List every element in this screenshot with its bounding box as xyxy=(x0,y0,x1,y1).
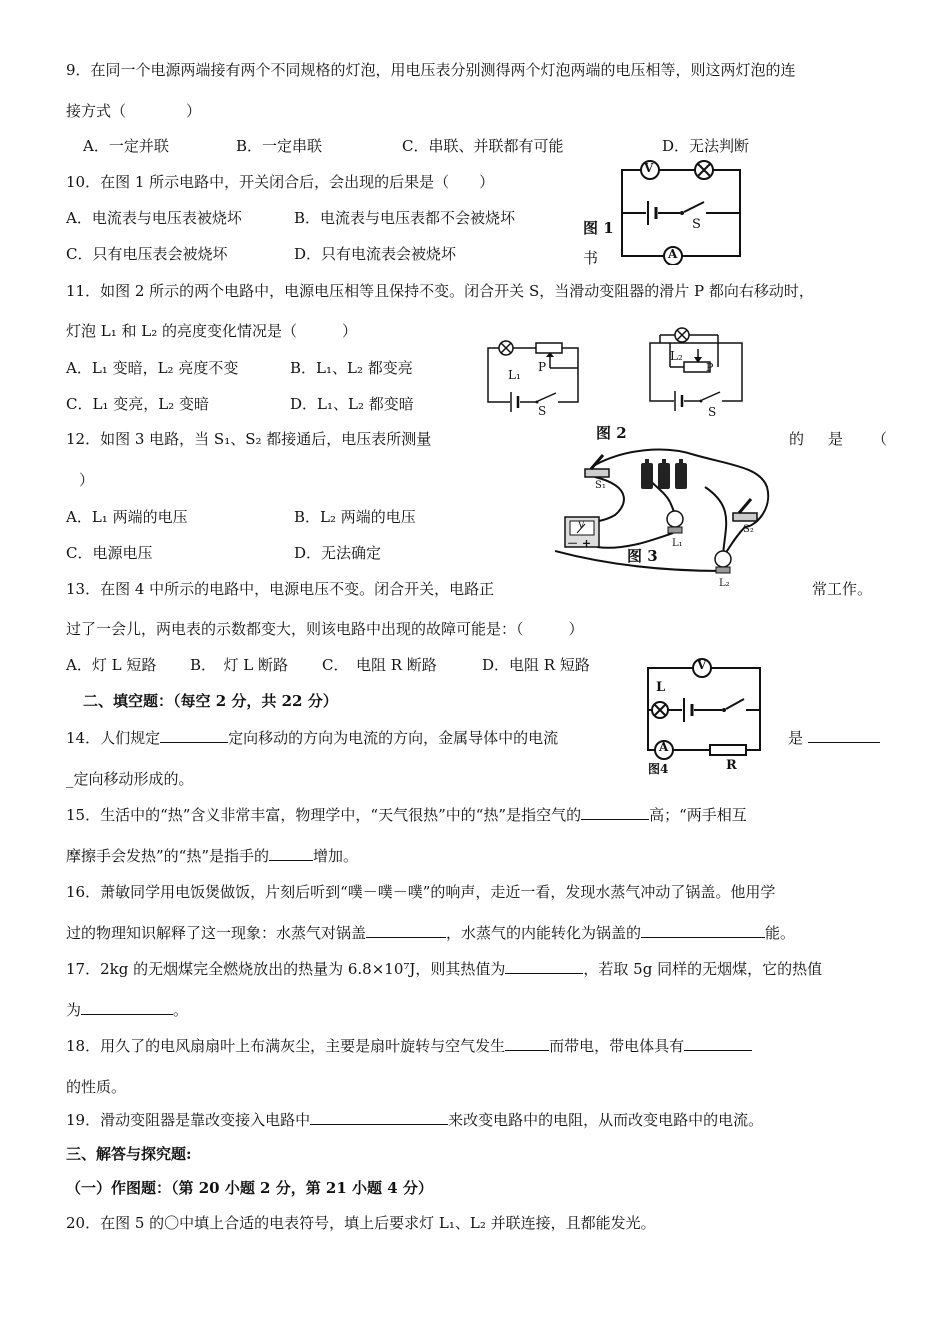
q14-blank-1[interactable] xyxy=(160,728,228,743)
q16-blank-2[interactable] xyxy=(641,923,765,938)
q12-option-c: C．电源电压 xyxy=(66,544,153,562)
q9-line1: 9．在同一个电源两端接有两个不同规格的灯泡，用电压表分别测得两个灯泡两端的电压相等，则这两灯泡的连 xyxy=(66,61,796,79)
q18-blank-1[interactable] xyxy=(505,1036,549,1051)
q17-blank-1[interactable] xyxy=(505,959,583,974)
q17-text-d: 。 xyxy=(173,1001,189,1019)
figure-3-l2-label: L₂ xyxy=(719,578,730,589)
q10-option-a: A．电流表与电压表被烧坏 xyxy=(66,209,242,227)
q13-option-a: A．灯 L 短路 xyxy=(66,656,157,674)
q15-blank-1[interactable] xyxy=(581,805,649,820)
q13-line2: 过了一会儿，两电表的示数都变大，则该电路中出现的故障可能是：（ ） xyxy=(66,620,584,638)
q19-blank-1[interactable] xyxy=(310,1110,448,1125)
figure-3-s1-label: S₁ xyxy=(595,480,606,491)
q12-line1: 12．如图 3 电路，当 S₁、S₂ 都接通后，电压表所测量 xyxy=(66,430,432,448)
figure-4-ammeter-label: A xyxy=(659,740,669,754)
figure-4-l-label: L xyxy=(656,680,666,695)
q16-text-a: 过的物理知识解释了这一现象：水蒸气对锅盖 xyxy=(66,924,367,942)
q13-option-c: C． 电阻 R 断路 xyxy=(322,656,437,674)
q13-option-b: B． 灯 L 断路 xyxy=(190,656,289,674)
q11-line1: 11．如图 2 所示的两个电路中，电源电压相等且保持不变。闭合开关 S，当滑动变阻器的滑片 P 都向右移动时， xyxy=(66,282,814,300)
figure-1-circuit xyxy=(618,155,744,265)
q15-text-b: 高；“两手相互 xyxy=(649,806,747,824)
q17-text-a: 17．2kg 的无烟煤完全燃烧放出的热量为 6.8×10⁷J，则其热值为 xyxy=(66,960,506,978)
figure-3-circuit xyxy=(555,447,780,592)
q15-line2 xyxy=(66,846,358,866)
q17-text-b: ，若取 5g 同样的无烟煤，它的热值 xyxy=(583,960,823,978)
figure-3-voltmeter-label: V xyxy=(578,521,585,531)
figure-4-voltmeter-label: V xyxy=(697,658,707,672)
q15-line1 xyxy=(66,805,747,825)
q12-option-a: A．L₁ 两端的电压 xyxy=(66,508,188,526)
q17-line1 xyxy=(66,959,822,979)
figure-2-p-left-label: P xyxy=(538,360,547,374)
q19-text-a: 19．滑动变阻器是靠改变接入电路中 xyxy=(66,1111,311,1129)
figure-3-voltmeter-terminals: － + xyxy=(567,537,592,550)
q11-option-a: A．L₁ 变暗，L₂ 亮度不变 xyxy=(66,359,239,377)
q14-text-a: 14．人们规定 xyxy=(66,729,161,747)
figure-2-s-left-label: S xyxy=(538,404,547,418)
q14-text-c: 是 xyxy=(788,729,804,747)
q19-text-b: 来改变电路中的电阻，从而改变电路中的电流。 xyxy=(448,1111,764,1129)
q17-line2 xyxy=(66,1000,188,1020)
figure-4-circuit xyxy=(640,654,766,776)
q13-option-d: D．电阻 R 短路 xyxy=(482,656,590,674)
q14-line2: _定向移动形成的。 xyxy=(66,770,194,788)
q11-option-d: D．L₁、L₂ 都变暗 xyxy=(290,395,414,413)
figure-2-right-circuit xyxy=(640,323,750,418)
q15-text-d: 增加。 xyxy=(313,847,359,865)
figure-2-l1-label: L₁ xyxy=(508,368,521,382)
q9-line2: 接方式（ ） xyxy=(66,102,202,120)
q12-line1-tail-b: 是 xyxy=(828,430,844,448)
figure-3-l1-label: L₁ xyxy=(672,538,683,549)
figure-4-r-label: R xyxy=(726,758,737,773)
subsection-1-title: （一）作图题：（第 20 小题 2 分，第 21 小题 4 分） xyxy=(66,1179,433,1197)
q13-line1-tail: 常工作。 xyxy=(812,580,873,598)
q18-line2: 的性质。 xyxy=(66,1078,127,1096)
q18-line1 xyxy=(66,1036,752,1056)
q11-option-b: B．L₁、L₂ 都变亮 xyxy=(290,359,413,377)
q18-text-a: 18．用久了的电风扇扇叶上布满灰尘，主要是扇叶旋转与空气发生 xyxy=(66,1037,506,1055)
q17-blank-2[interactable] xyxy=(81,1000,173,1015)
figure-1-voltmeter-label: V xyxy=(644,161,654,175)
q11-line2: 灯泡 L₁ 和 L₂ 的亮度变化情况是（ ） xyxy=(66,322,358,340)
q10-stem: 10．在图 1 所示电路中，开关闭合后，会出现的后果是（ ） xyxy=(66,173,495,191)
figure-1-label: 图 1 xyxy=(583,219,614,237)
q9-option-b: B．一定串联 xyxy=(236,137,323,155)
q17-text-c: 为 xyxy=(66,1001,82,1019)
q14-line1 xyxy=(66,728,558,748)
q9-option-a: A．一定并联 xyxy=(83,137,169,155)
figure-2-left-circuit xyxy=(480,332,590,422)
q12-line1-tail-a: 的 xyxy=(789,430,805,448)
q12-line2: ） xyxy=(79,471,95,489)
q16-text-c: 能。 xyxy=(765,924,796,942)
figure-1-extra: 书 xyxy=(583,249,599,267)
q9-option-d: D．无法判断 xyxy=(662,137,750,155)
figure-1-switch-label: S xyxy=(692,217,701,232)
q14-blank-2[interactable] xyxy=(808,728,880,743)
q15-text-c: 摩擦手会发热”的“热”是指手的 xyxy=(66,847,270,865)
q11-option-c: C．L₁ 变亮，L₂ 变暗 xyxy=(66,395,209,413)
q13-line1: 13．在图 4 中所示的电路中，电源电压不变。闭合开关，电路正 xyxy=(66,580,495,598)
q20-line: 20．在图 5 的〇中填上合适的电表符号，填上后要求灯 L₁、L₂ 并联连接，且都能发光。 xyxy=(66,1214,656,1232)
q19-line xyxy=(66,1110,763,1130)
figure-2-s-right-label: S xyxy=(708,405,717,419)
q14-line1-tail xyxy=(788,728,880,748)
q15-text-a: 15．生活中的“热”含义非常丰富，物理学中，“天气很热”中的“热”是指空气的 xyxy=(66,806,582,824)
q10-option-b: B．电流表与电压表都不会被烧坏 xyxy=(294,209,516,227)
q16-text-b: ，水蒸气的内能转化为锅盖的 xyxy=(446,924,642,942)
q18-blank-2[interactable] xyxy=(684,1036,752,1051)
q15-blank-2[interactable] xyxy=(269,846,313,861)
figure-2-l2-label: L₂ xyxy=(670,349,683,363)
figure-3-s2-label: S₂ xyxy=(743,524,754,535)
section-2-title: 二、填空题：（每空 2 分，共 22 分） xyxy=(83,692,338,710)
q10-option-c: C．只有电压表会被烧坏 xyxy=(66,245,228,263)
figure-2-p-right-label: P xyxy=(706,361,714,374)
q18-text-b: 而带电，带电体具有 xyxy=(549,1037,685,1055)
q16-line2 xyxy=(66,923,795,943)
q9-option-c: C．串联、并联都有可能 xyxy=(402,137,564,155)
q10-option-d: D．只有电流表会被烧坏 xyxy=(294,245,457,263)
q16-blank-1[interactable] xyxy=(366,923,446,938)
q14-text-b: 定向移动的方向为电流的方向，金属导体中的电流 xyxy=(228,729,559,747)
section-3-title: 三、解答与探究题: xyxy=(66,1145,192,1163)
q12-option-d: D．无法确定 xyxy=(294,544,382,562)
q12-option-b: B．L₂ 两端的电压 xyxy=(294,508,416,526)
q12-line1-tail-c: （ xyxy=(872,430,888,448)
figure-2-label: 图 2 xyxy=(596,424,627,442)
figure-1-ammeter-label: A xyxy=(668,247,678,261)
figure-4-label: 图4 xyxy=(648,762,669,776)
figure-3-label: 图 3 xyxy=(627,547,658,565)
q16-line1: 16．萧敏同学用电饭煲做饭，片刻后听到“噗－噗－噗”的响声，走近一看，发现水蒸气冲动了锅盖。他用学 xyxy=(66,883,776,901)
